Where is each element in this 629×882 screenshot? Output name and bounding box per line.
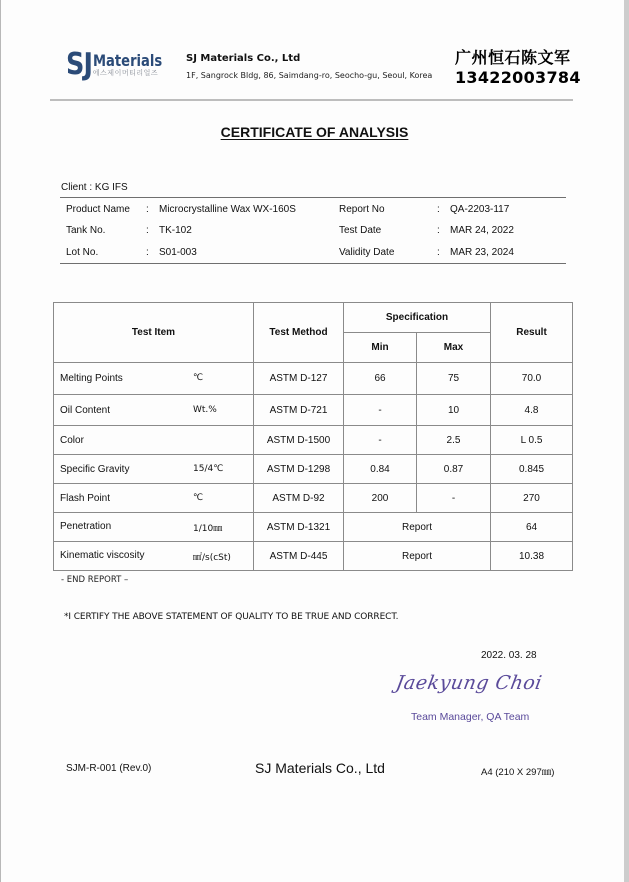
- table-row: [54, 426, 573, 455]
- spec-max-cell: 75: [417, 363, 491, 395]
- info-row-product-name: [66, 204, 296, 215]
- table-row: [54, 363, 573, 395]
- table-row: [54, 513, 573, 542]
- result-cell: 70.0: [491, 363, 573, 395]
- info-colon: :: [146, 225, 149, 236]
- info-colon: :: [437, 247, 440, 258]
- test-method-cell: ASTM D-445: [254, 542, 344, 571]
- test-method-cell: ASTM D-92: [254, 484, 344, 513]
- info-value: QA-2203-117: [450, 204, 510, 215]
- test-method-cell: ASTM D-127: [254, 363, 344, 395]
- header-divider: [50, 99, 573, 101]
- test-item-name: Melting Points: [60, 373, 123, 384]
- test-item-unit: ℃: [193, 373, 204, 383]
- spec-max-cell: -: [417, 484, 491, 513]
- result-cell: 270: [491, 484, 573, 513]
- logo-wordmark: Materials: [92, 50, 162, 70]
- signature: Jaekyung Choi: [394, 672, 544, 694]
- footer-company: SJ Materials Co., Ltd: [255, 760, 385, 776]
- logo-mark: SJ: [66, 47, 93, 82]
- product-info-box: [60, 197, 566, 264]
- spec-min-cell: -: [344, 426, 417, 455]
- company-logo: [66, 47, 177, 82]
- footer-form-code: SJM-R-001 (Rev.0): [66, 763, 152, 774]
- test-item-name: Penetration: [60, 520, 112, 532]
- info-value: MAR 24, 2022: [450, 225, 514, 236]
- header-result: Result: [491, 303, 573, 363]
- test-item-name: Color: [60, 434, 84, 446]
- info-label: Test Date: [339, 225, 382, 236]
- header-specification: Specification: [344, 303, 491, 333]
- test-item-cell: [54, 395, 254, 426]
- table-row: [54, 542, 573, 571]
- result-cell: 64: [491, 513, 573, 542]
- result-cell: 10.38: [491, 542, 573, 571]
- test-item-name: Oil Content: [60, 404, 111, 416]
- watermark-stamp: [455, 48, 581, 88]
- results-table: [53, 302, 573, 571]
- spec-report-cell: Report: [344, 513, 491, 542]
- info-row-test-date: [339, 225, 514, 236]
- test-method-cell: ASTM D-1321: [254, 513, 344, 542]
- test-item-name: Specific Gravity: [60, 463, 130, 475]
- spec-min-cell: -: [344, 395, 417, 426]
- signer-title: Team Manager, QA Team: [411, 711, 530, 723]
- header-test-method: Test Method: [254, 303, 344, 363]
- info-value: TK-102: [159, 225, 192, 236]
- info-label: Validity Date: [339, 247, 395, 258]
- test-method-cell: ASTM D-1500: [254, 426, 344, 455]
- test-item-cell: [54, 455, 254, 484]
- test-item-cell: [54, 542, 254, 571]
- info-label: Report No: [339, 204, 385, 215]
- header-test-item: Test Item: [54, 303, 254, 363]
- info-row-validity-date: [339, 247, 514, 258]
- spec-report-cell: Report: [344, 542, 491, 571]
- info-colon: :: [437, 204, 440, 215]
- info-value: Microcrystalline Wax WX-160S: [159, 204, 296, 215]
- test-item-cell: [54, 363, 254, 395]
- table-row: [54, 395, 573, 426]
- result-cell: L 0.5: [491, 426, 573, 455]
- spec-max-cell: 10: [417, 395, 491, 426]
- info-value: MAR 23, 2024: [450, 247, 514, 258]
- result-cell: 4.8: [491, 395, 573, 426]
- spec-max-cell: 2.5: [417, 426, 491, 455]
- test-item-unit: ㎟/s(cSt): [193, 552, 231, 563]
- info-row-tank-no: [66, 225, 192, 236]
- company-address: 1F, Sangrock Bldg, 86, Saimdang-ro, Seocho-gu, Seoul, Korea: [186, 71, 433, 80]
- info-row-lot-no: [66, 247, 197, 258]
- header-max: Max: [417, 333, 491, 363]
- test-item-name: Kinematic viscosity: [60, 549, 145, 561]
- spec-min-cell: 0.84: [344, 455, 417, 484]
- table-row: [54, 455, 573, 484]
- test-item-unit: 15/4℃: [193, 463, 224, 474]
- info-row-report-no: [339, 204, 509, 215]
- client-label: Client : KG IFS: [61, 182, 128, 193]
- spec-min-cell: 200: [344, 484, 417, 513]
- info-colon: :: [146, 247, 149, 258]
- test-item-name: Flash Point: [60, 492, 111, 504]
- test-item-cell: [54, 426, 254, 455]
- table-header-row: [54, 303, 573, 333]
- company-name: SJ Materials Co., Ltd: [186, 53, 301, 64]
- end-report-marker: - END REPORT –: [61, 575, 129, 585]
- header-min: Min: [344, 333, 417, 363]
- company-info: [186, 53, 432, 80]
- test-item-cell: [54, 513, 254, 542]
- test-item-cell: [54, 484, 254, 513]
- info-label: Product Name: [66, 204, 130, 215]
- info-label: Tank No.: [66, 225, 106, 236]
- test-item-unit: 1/10㎜: [193, 523, 223, 534]
- info-colon: :: [146, 204, 149, 215]
- table-row: [54, 484, 573, 513]
- signoff-date: 2022. 03. 28: [481, 650, 537, 661]
- info-colon: :: [437, 225, 440, 236]
- result-cell: 0.845: [491, 455, 573, 484]
- info-value: S01-003: [159, 247, 197, 258]
- stamp-name: 广州恒石陈文军: [455, 48, 571, 67]
- footer-paper-size: A4 (210 X 297㎜): [481, 767, 555, 778]
- info-label: Lot No.: [66, 247, 99, 258]
- test-method-cell: ASTM D-1298: [254, 455, 344, 484]
- spec-min-cell: 66: [344, 363, 417, 395]
- certification-statement: *I CERTIFY THE ABOVE STATEMENT OF QUALITY TO BE TRUE AND CORRECT.: [64, 612, 399, 622]
- stamp-phone: 13422003784: [455, 68, 581, 87]
- test-item-unit: Wt.%: [193, 404, 217, 415]
- page-title: CERTIFICATE OF ANALYSIS: [220, 124, 409, 140]
- logo-korean-text: 에스제이머티리얼즈: [92, 69, 159, 77]
- test-method-cell: ASTM D-721: [254, 395, 344, 426]
- spec-max-cell: 0.87: [417, 455, 491, 484]
- test-item-unit: ℃: [193, 492, 204, 503]
